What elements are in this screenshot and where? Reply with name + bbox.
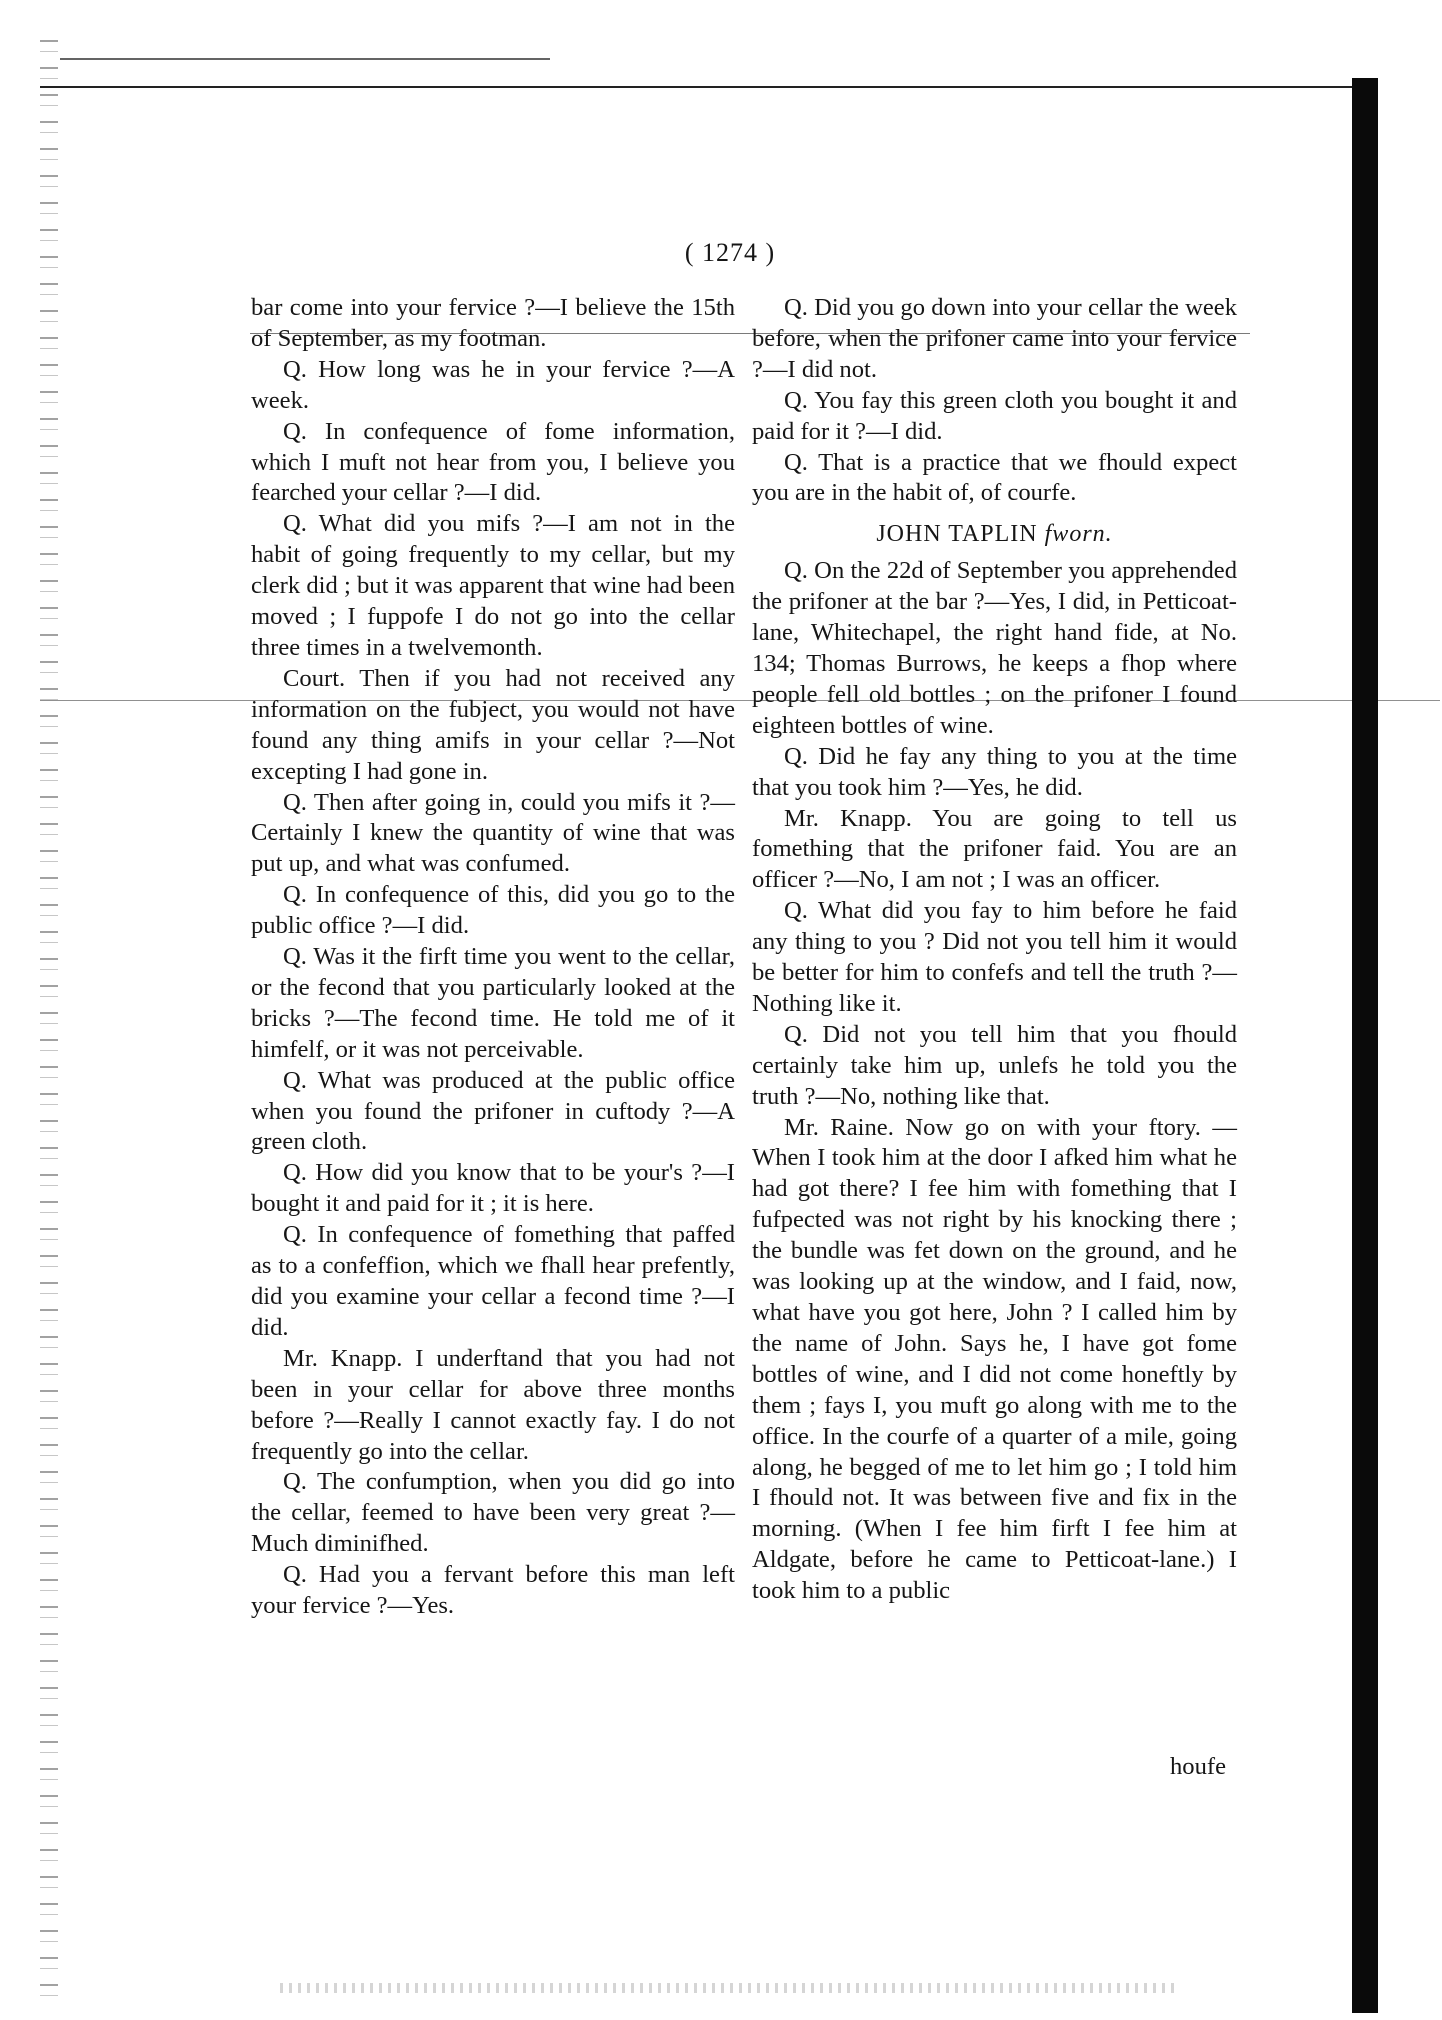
testimony-paragraph: Q. What did you fay to him before he faid any thing to you ? Did not you tell him it would be better for him to confefs and tell the truth ?—Nothing like it.	[752, 897, 1237, 1017]
left-margin-scan-noise	[40, 40, 58, 2000]
testimony-paragraph: Mr. Knapp. You are going to tell us fomething that the prifoner faid. You are an officer ?—No, I am not ; I was an officer.	[752, 804, 1237, 894]
testimony-paragraph: Q. In confequence of fomething that paffed as to a confeffion, which we fhall hear prefently, did you examine your cellar a fecond time ?—I did.	[251, 1221, 735, 1341]
testimony-paragraph: Q. How long was he in your fervice ?—A week.	[251, 355, 735, 414]
testimony-paragraph: Q. Did you go down into your cellar the week before, when the prifoner came into your fervice ?—I did not.	[752, 294, 1237, 383]
testimony-paragraph: Q. That is a practice that we fhould expect you are in the habit of, of courfe.	[752, 448, 1237, 507]
page-number: ( 1274 )	[684, 238, 776, 267]
testimony-paragraph: Q. What did you mifs ?—I am not in the habit of going frequently to my cellar, but my clerk did ; but it was apparent that wine had been moved ; I fuppofe I do not go into the cellar three times in a twelvemonth.	[251, 510, 735, 661]
right-edge-scan-bar	[1352, 78, 1378, 2013]
testimony-paragraph: bar come into your fervice ?—I believe the 15th of September, as my footman.	[251, 294, 735, 352]
witness-heading	[752, 519, 1237, 550]
testimony-paragraph: Q. The confumption, when you did go into the cellar, feemed to have been very great ?—Much diminifhed.	[251, 1468, 735, 1558]
left-text-column	[251, 293, 735, 1622]
testimony-paragraph: Q. In confequence of fome information, which I muft not hear from you, I believe you fearched your cellar ?—I did.	[251, 417, 735, 507]
bottom-scan-noise	[280, 1983, 1180, 1993]
scan-artifact-top-rule	[40, 86, 1352, 88]
testimony-paragraph: Mr. Raine. Now go on with your ftory. —When I took him at the door I afked him what he had got there? I fee him with fomething that I fufpected was not right by his knocking there ; the bundle was fet down on the ground, and he was looking up at the window, and I faid, now, what have you got here, John ? I called him by the name of John. Says he, I have got fome bottles of wine, and I did not come honeftly by them ; fays I, you muft go along with me to the office. In the courfe of a quarter of a mile, going along, he begged of me to let him go ; I told him I fhould not. It was between five and fix in the morning. (When I fee him firft I fee him at Aldgate, before he came to Petticoat-lane.) I took him to a public	[752, 1113, 1237, 1605]
witness-name: JOHN TAPLIN	[876, 521, 1038, 548]
testimony-paragraph: Q. Did he fay any thing to you at the time that you took him ?—Yes, he did.	[752, 742, 1237, 801]
testimony-paragraph: Q. On the 22d of September you apprehended the prifoner at the bar ?—Yes, I did, in Petticoat-lane, Whitechapel, the right hand fide, at No. 134; Thomas Burrows, he keeps a fhop where people fell old bottles ; on the prifoner I found eighteen bottles of wine.	[752, 557, 1237, 739]
testimony-paragraph: Q. How did you know that to be your's ?—I bought it and paid for it ; it is here.	[251, 1159, 735, 1218]
testimony-paragraph: Q. Then after going in, could you mifs it ?—Certainly I knew the quantity of wine that was put up, and what was confumed.	[251, 788, 735, 878]
right-text-column	[752, 293, 1237, 1607]
testimony-paragraph: Q. You fay this green cloth you bought it and paid for it ?—I did.	[752, 386, 1237, 445]
testimony-paragraph: Court. Then if you had not received any information on the fubject, you would not have found any thing amifs in your cellar ?—Not excepting I had gone in.	[251, 664, 735, 785]
catchword: houfe	[1170, 1753, 1226, 1780]
testimony-paragraph: Q. Had you a fervant before this man left your fervice ?—Yes.	[251, 1561, 735, 1620]
testimony-paragraph: Q. What was produced at the public office when you found the prifoner in cuftody ?—A green cloth.	[251, 1066, 735, 1156]
testimony-paragraph: Q. Did not you tell him that you fhould certainly take him up, unlefs he told you the truth ?—No, nothing like that.	[752, 1020, 1237, 1110]
testimony-paragraph: Mr. Knapp. I underftand that you had not been in your cellar for above three months before ?—Really I cannot exactly fay. I do not frequently go into the cellar.	[251, 1344, 735, 1465]
testimony-paragraph: Q. Was it the firft time you went to the cellar, or the fecond that you particularly looked at the bricks ?—The fecond time. He told me of it himfelf, or it was not perceivable.	[251, 943, 735, 1063]
scan-artifact-top-rule-short	[60, 58, 550, 60]
testimony-paragraph: Q. In confequence of this, did you go to the public office ?—I did.	[251, 881, 735, 940]
sworn-label: fworn.	[1044, 521, 1113, 548]
